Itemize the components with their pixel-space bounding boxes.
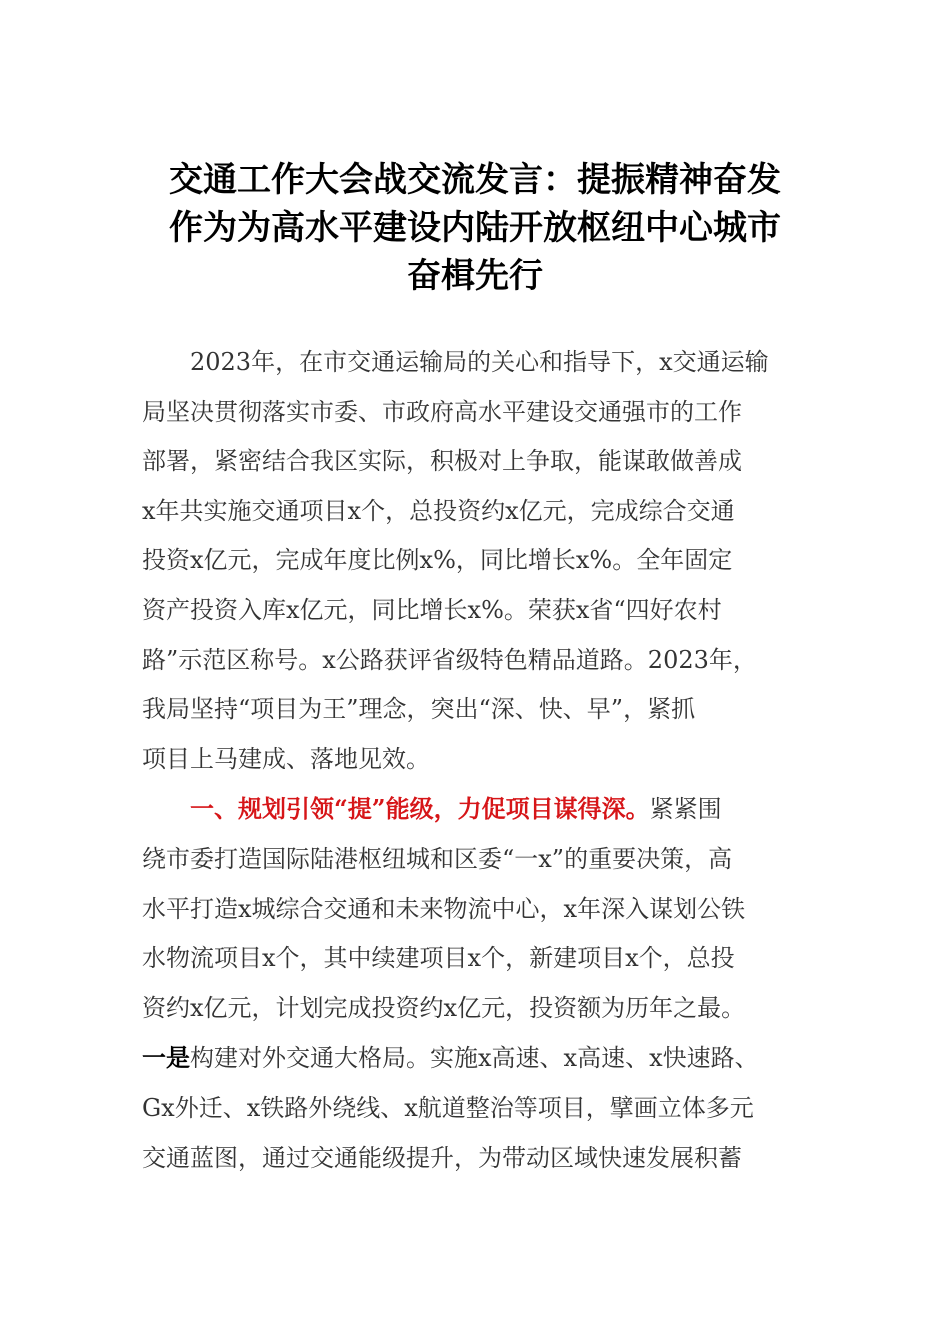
paragraph-intro — [142, 338, 812, 784]
title-line-1: 交通工作大会战交流发言：提振精神奋发 — [169, 160, 781, 200]
paragraph-line: 交通蓝图，通过交通能级提升，为带动区域快速发展积蓄 — [142, 1143, 742, 1172]
paragraph-line: 水物流项目x个，其中续建项目x个，新建项目x个，总投 — [142, 944, 735, 973]
paragraph-line: x年共实施交通项目x个，总投资约x亿元，完成综合交通 — [142, 496, 735, 525]
paragraph-line: 路”示范区称号。x公路获评省级特色精品道路。2023年， — [142, 645, 757, 674]
paragraph-line: 水平打造x城综合交通和未来物流中心，x年深入谋划公铁 — [142, 894, 746, 923]
paragraph-line: 局坚决贯彻落实市委、市政府高水平建设交通强市的工作 — [142, 397, 742, 426]
paragraph-line: 投资x亿元，完成年度比例x%，同比增长x%。全年固定 — [142, 546, 733, 575]
point-first-line — [142, 1033, 812, 1084]
section-heading: 一、规划引领“提”能级，力促项目谋得深。 — [190, 794, 650, 824]
document-body — [142, 338, 812, 1183]
section-heading-rest: 紧紧围 — [649, 795, 722, 824]
section-first-line — [142, 784, 812, 835]
paragraph-line: 资产投资入库x亿元，同比增长x%。荣获x省“四好农村 — [142, 595, 722, 624]
paragraph-line: 2023年，在市交通运输局的关心和指导下，x交通运输 — [190, 348, 769, 376]
paragraph-line: 部署，紧密结合我区实际，积极对上争取，能谋敢做善成 — [142, 447, 742, 476]
paragraph-line: 绕市委打造国际陆港枢纽城和区委“一x”的重要决策，高 — [142, 844, 733, 873]
document-title — [120, 156, 830, 300]
paragraph-line: 项目上马建成、落地见效。 — [142, 744, 430, 773]
paragraph-line: 我局坚持“项目为王”理念，突出“深、快、早”，紧抓 — [142, 695, 696, 724]
point-text: 构建对外交通大格局。实施x高速、x高速、x快速路、 — [190, 1044, 759, 1073]
title-line-3: 奋楫先行 — [407, 256, 543, 296]
title-line-2: 作为为高水平建设内陆开放枢纽中心城市 — [169, 208, 781, 248]
paragraph-line: Gx外迁、x铁路外绕线、x航道整治等项目，擘画立体多元 — [142, 1093, 754, 1122]
section-planning — [142, 784, 812, 1183]
point-label: 一是 — [142, 1043, 190, 1073]
paragraph-line: 资约x亿元，计划完成投资约x亿元，投资额为历年之最。 — [142, 993, 746, 1022]
